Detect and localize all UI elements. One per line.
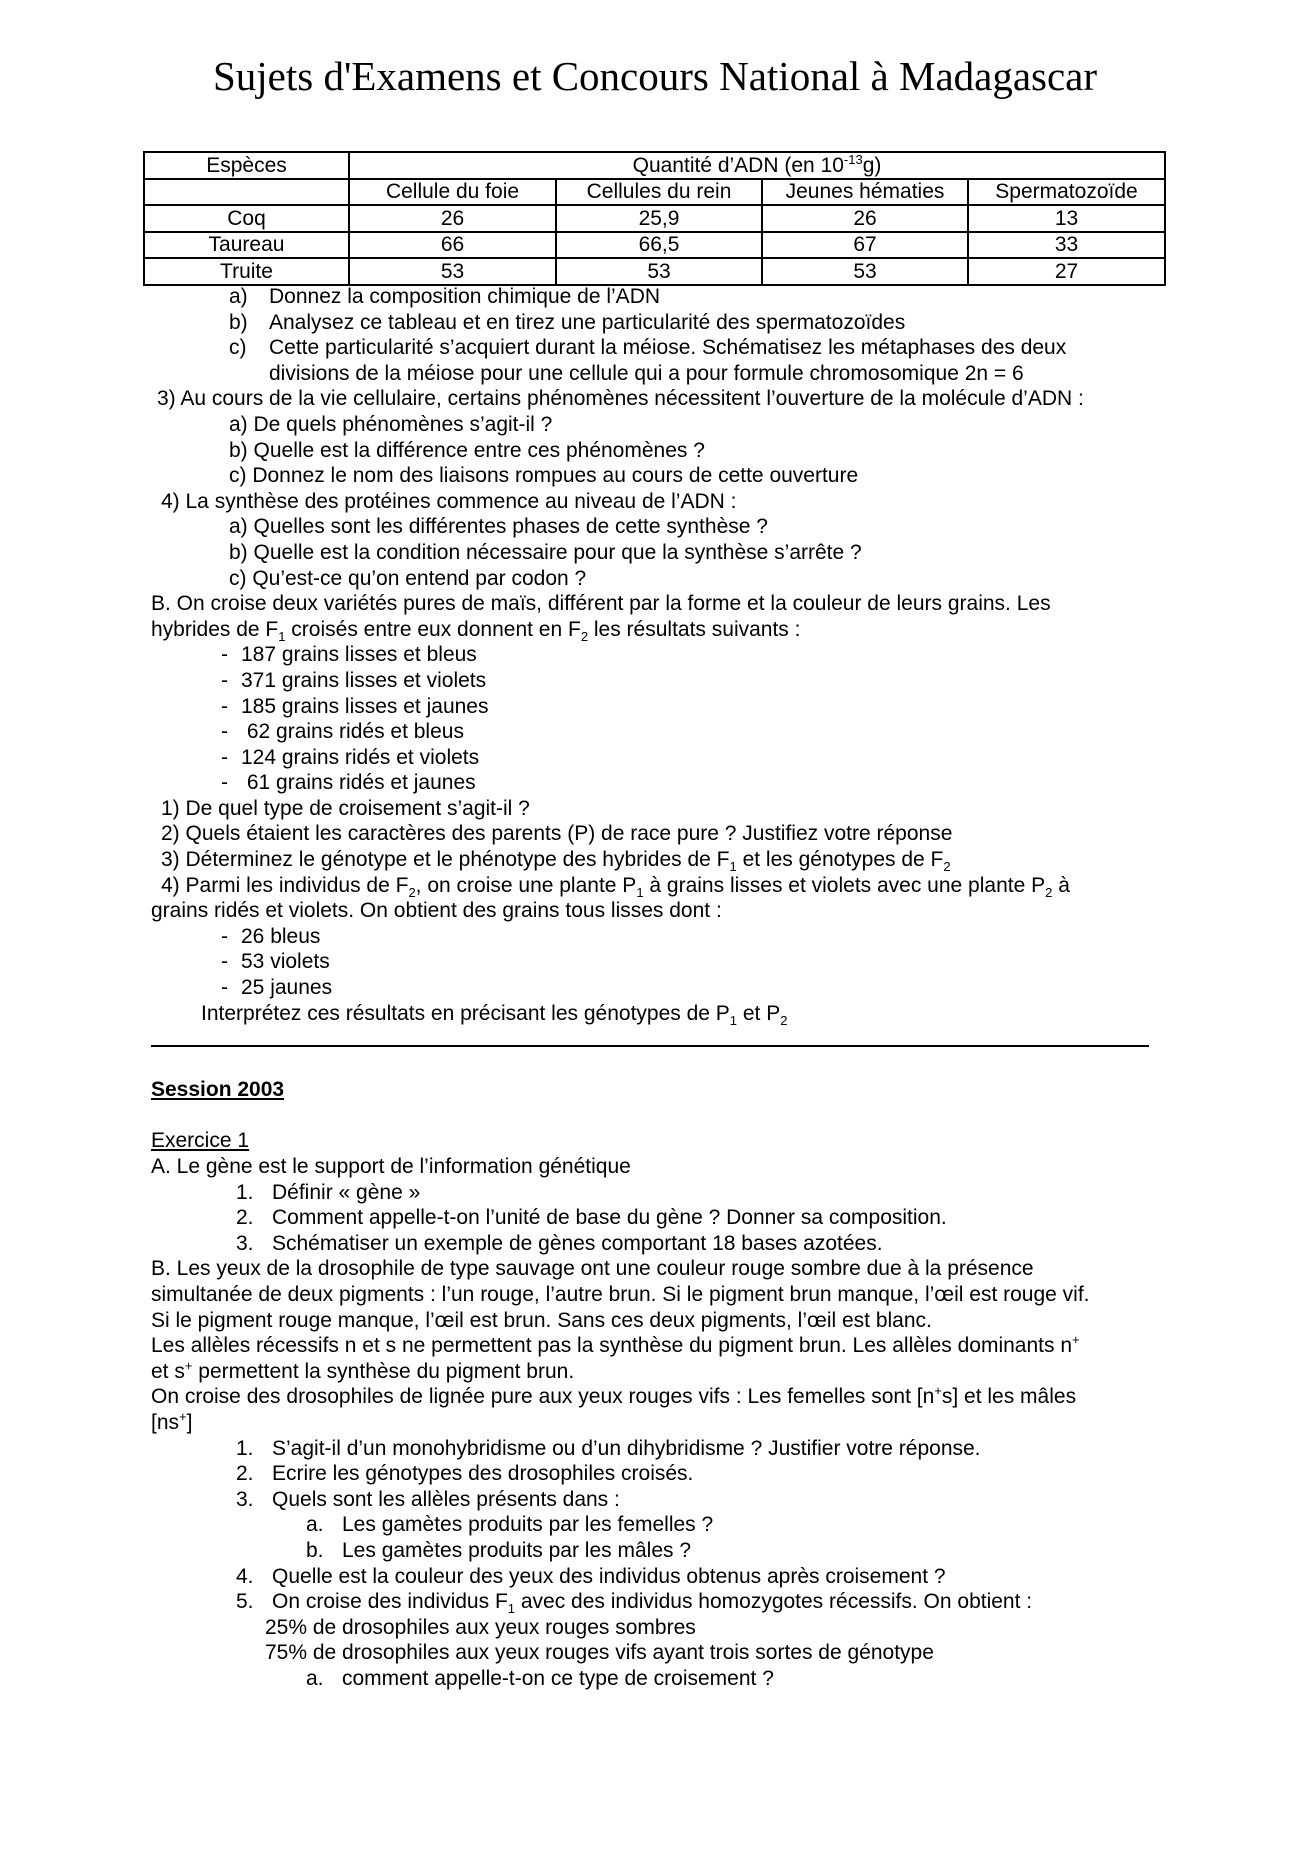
- interpretation-prompt: Interprétez ces résultats en précisant les génotypes de $P_1$ et $P_2$: [201, 1001, 788, 1028]
- list-item: 1. Définir « gène »: [236, 1180, 421, 1204]
- question-3a: a) De quels phénomènes s’agit-il ?: [229, 412, 553, 436]
- table-cell: 67: [762, 232, 968, 259]
- question-3: 3) Au cours de la vie cellulaire, certains phénomènes nécessitent l’ouverture de la molécule d’ADN :: [157, 387, 1084, 411]
- question-b1: 1) De quel type de croisement s’agit-il ?: [161, 796, 530, 820]
- cross-line: On croise des drosophiles de lignée pure aux yeux rouges vifs : Les femelles sont [n+s] et les mâles: [151, 1383, 1077, 1409]
- list-item: - 187 grains lisses et bleus: [221, 643, 477, 667]
- table-cell: 53: [556, 258, 762, 285]
- question-b4-continued: grains ridés et violets. On obtient des grains tous lisses dont :: [151, 899, 722, 923]
- question-3b: b) Quelle est la différence entre ces phénomènes ?: [229, 438, 705, 462]
- list-item: - 53 violets: [221, 950, 330, 974]
- question-4b: b) Quelle est la condition nécessaire pour que la synthèse s’arrête ?: [229, 540, 862, 564]
- exercise-part-b-line: B. Les yeux de la drosophile de type sauvage ont une couleur rouge sombre due à la présence: [151, 1257, 1034, 1281]
- table-cell: 13: [968, 205, 1165, 232]
- column-header: Jeunes hématies: [762, 179, 968, 206]
- table-cell: 26: [349, 205, 556, 232]
- species-cell: Taureau: [144, 232, 349, 259]
- cross-line-2: [ns+]: [151, 1408, 193, 1434]
- section-separator: [151, 1045, 1149, 1047]
- list-item: - 124 grains ridés et violets: [221, 745, 480, 769]
- question-b4: 4) Parmi les individus de $F_2$, on croise une plante $P_1$ à grains lisses et violets avec une plante $P_2$ à: [161, 873, 1070, 900]
- alleles-line-2: et s+ permettent la synthèse du pigment brun.: [151, 1357, 575, 1383]
- table-cell: 27: [968, 258, 1165, 285]
- list-item: 1. S’agit-il d’un monohybridisme ou d’un dihybridisme ? Justifier votre réponse.: [236, 1436, 981, 1460]
- list-item: - 62 grains ridés et bleus: [221, 720, 464, 744]
- species-cell: Truite: [144, 258, 349, 285]
- list-item: 2. Comment appelle-t-on l’unité de base du gène ? Donner sa composition.: [236, 1206, 947, 1230]
- question-3c: c) Donnez le nom des liaisons rompues au cours de cette ouverture: [229, 464, 859, 488]
- result-line: 25% de drosophiles aux yeux rouges sombres: [265, 1615, 696, 1639]
- list-item: 5. On croise des individus $F_1$ avec des individus homozygotes récessifs. On obtient :: [236, 1590, 1033, 1617]
- question-2a: a) Donnez la composition chimique de l’ADN: [229, 285, 661, 308]
- exercise-part-a: A. Le gène est le support de l’information génétique: [151, 1155, 631, 1178]
- exercise-part-b-line: Si le pigment rouge manque, l’œil est brun. Sans ces deux pigments, l’œil est blanc.: [151, 1308, 932, 1332]
- session-title: Session 2003: [151, 1078, 285, 1102]
- list-item: - 371 grains lisses et violets: [221, 668, 487, 692]
- table-row: [144, 205, 1165, 232]
- table-cell: 26: [762, 205, 968, 232]
- list-item: - 61 grains ridés et jaunes: [221, 771, 476, 795]
- list-item: 3. Schématiser un exemple de gènes comportant 18 bases azotées.: [236, 1231, 883, 1255]
- species-cell: Coq: [144, 205, 349, 232]
- question-2b: b) Analysez ce tableau et en tirez une particularité des spermatozoïdes: [229, 310, 906, 334]
- sub-list-item: a. comment appelle-t-on ce type de croisement ?: [306, 1666, 774, 1690]
- table-cell: 33: [968, 232, 1165, 259]
- table-row: [144, 258, 1165, 285]
- table-cell: 66: [349, 232, 556, 259]
- sub-list-item: a. Les gamètes produits par les femelles ?: [306, 1513, 714, 1537]
- dna-quantity-header: Quantité d’ADN (en $10^{-13}g$): [349, 152, 1165, 179]
- table-cell: 53: [349, 258, 556, 285]
- question-b2: 2) Quels étaient les caractères des parents (P) de race pure ? Justifiez votre réponse: [161, 822, 953, 846]
- column-header: Cellule du foie: [349, 179, 556, 206]
- part-b-intro: B. On croise deux variétés pures de maïs, différent par la forme et la couleur de leurs grains. Les: [151, 592, 1051, 616]
- list-item: 2. Ecrire les génotypes des drosophiles croisés.: [236, 1462, 694, 1486]
- question-4: 4) La synthèse des protéines commence au niveau de l’ADN :: [161, 489, 737, 513]
- table-cell: 66,5: [556, 232, 762, 259]
- species-header: Espèces: [144, 152, 349, 179]
- sub-list-item: b. Les gamètes produits par les mâles ?: [306, 1538, 692, 1562]
- table-cell: [144, 179, 349, 206]
- question-4a: a) Quelles sont les différentes phases de cette synthèse ?: [229, 515, 768, 539]
- exercise-part-b-line: simultanée de deux pigments : l’un rouge, l’autre brun. Si le pigment brun manque, l’œil est rouge vif.: [151, 1282, 1090, 1306]
- alleles-line: Les allèles récessifs n et s ne permettent pas la synthèse du pigment brun. Les allèles dominants n+: [151, 1332, 1080, 1358]
- page-title: Sujets d'Examens et Concours National à Madagascar: [212, 53, 1098, 99]
- list-item: - 185 grains lisses et jaunes: [221, 694, 489, 718]
- list-item: 3. Quels sont les allèles présents dans :: [236, 1487, 620, 1511]
- dna-quantity-table: [143, 151, 1166, 286]
- exercise-title: Exercice 1: [151, 1129, 250, 1153]
- table-cell: 25,9: [556, 205, 762, 232]
- column-header: Spermatozoïde: [968, 179, 1165, 206]
- list-item: - 26 bleus: [221, 924, 321, 948]
- table-row: [144, 232, 1165, 259]
- table-cell: 53: [762, 258, 968, 285]
- result-line: 75% de drosophiles aux yeux rouges vifs ayant trois sortes de génotype: [265, 1641, 934, 1665]
- table-subheader-row: [144, 179, 1165, 206]
- question-2c-continued: divisions de la méiose pour une cellule qui a pour formule chromosomique 2n = 6: [269, 361, 1024, 385]
- exam-content: [151, 284, 1161, 1691]
- question-4c: c) Qu’est-ce qu’on entend par codon ?: [229, 566, 587, 590]
- table-header-row: [144, 152, 1165, 179]
- column-header: Cellules du rein: [556, 179, 762, 206]
- question-2c: c) Cette particularité s’acquiert durant la méiose. Schématisez les métaphases des deux: [229, 336, 1067, 360]
- list-item: 4. Quelle est la couleur des yeux des individus obtenus après croisement ?: [236, 1564, 946, 1588]
- list-item: - 25 jaunes: [221, 976, 333, 1000]
- part-b-intro-line2: hybrides de $F_1$ croisés entre eux donnent en $F_2$ les résultats suivants :: [151, 617, 801, 644]
- question-b3: 3) Déterminez le génotype et le phénotype des hybrides de $F_1$ et les génotypes de $F_2$: [161, 848, 951, 875]
